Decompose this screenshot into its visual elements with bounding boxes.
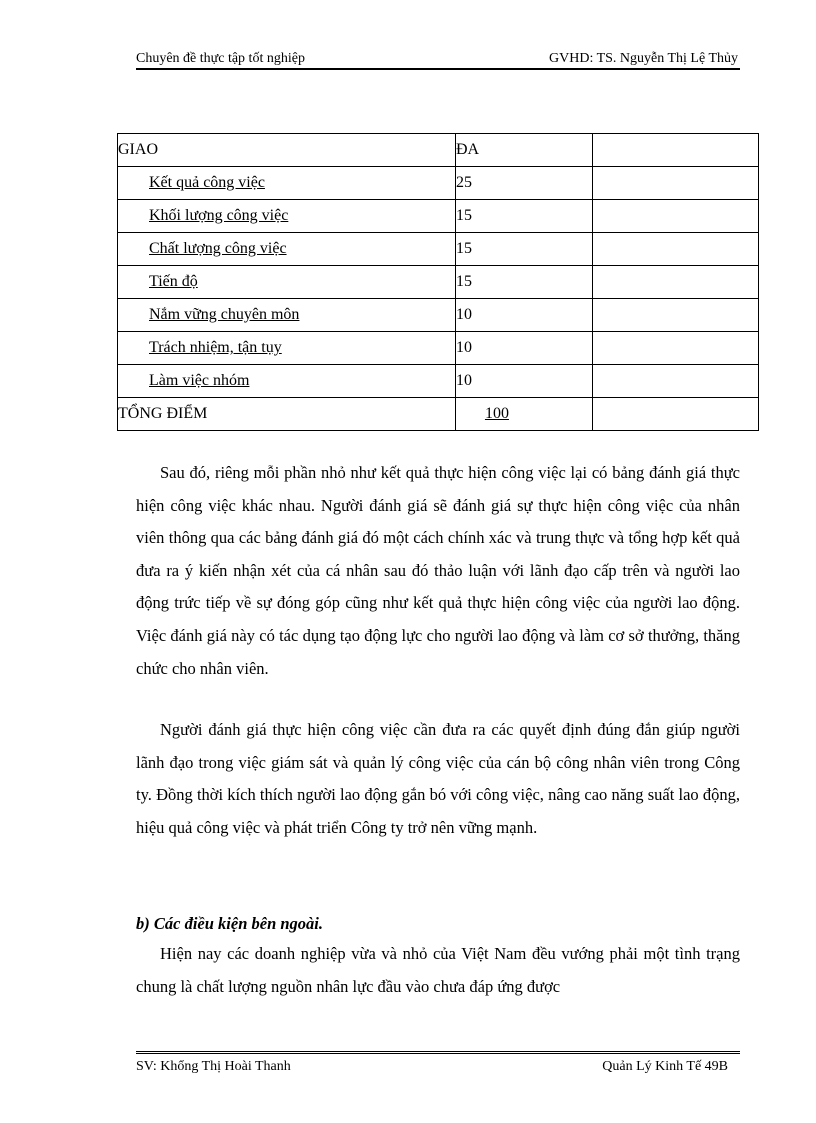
criterion-score: 10: [455, 299, 592, 332]
empty-cell: [592, 233, 758, 266]
criterion-score: 10: [455, 365, 592, 398]
empty-cell: [592, 167, 758, 200]
criterion-label: Tiến độ: [149, 273, 198, 290]
criterion-label: Làm việc nhóm: [149, 372, 250, 389]
empty-cell: [592, 299, 758, 332]
total-label: TỔNG ĐIỂM: [118, 398, 456, 431]
table-row: [118, 200, 759, 233]
page-footer: [136, 1051, 740, 1080]
criterion-score: 15: [455, 266, 592, 299]
criterion-label: Trách nhiệm, tận tụy: [149, 339, 282, 356]
table-header-col3: [592, 134, 758, 167]
footer-class: Quản Lý Kinh Tế 49B: [602, 1059, 728, 1074]
criterion-score: 15: [455, 200, 592, 233]
paragraph-external-conditions: Hiện nay các doanh nghiệp vừa và nhỏ của Việt Nam đều vướng phải một tình trạng chung là chất lượng nguồn nhân lực đầu vào chưa đáp ứng được: [136, 944, 740, 996]
table-header-col1: GIAO: [118, 134, 456, 167]
paragraph-evaluator-role: Người đánh giá thực hiện công việc cần đưa ra các quyết định đúng đắn giúp người lãnh đạo trong việc giám sát và quản lý công việc của cán bộ công nhân viên trong Công ty. Đồng thời kích thích người lao động gắn bó với công việc, nâng cao năng suất lao động, hiệu quả công việc và phát triển Công ty trở nên vững mạnh.: [136, 720, 740, 837]
empty-cell: [592, 332, 758, 365]
criterion-label: Kết quả công việc: [149, 174, 265, 191]
empty-cell: [592, 200, 758, 233]
table-row: [118, 266, 759, 299]
table-row: [118, 365, 759, 398]
empty-cell: [592, 266, 758, 299]
table-total-row: [118, 398, 759, 431]
empty-cell: [592, 398, 758, 431]
table-header-row: [118, 134, 759, 167]
criterion-score: 15: [455, 233, 592, 266]
paragraph-evaluation-process: Sau đó, riêng mỗi phần nhỏ như kết quả thực hiện công việc lại có bảng đánh giá thực hiện công việc khác nhau. Người đánh giá sẽ đánh giá sự thực hiện công việc của nhân viên thông qua các bảng đánh giá đó một cách chính xác và trung thực và tổng hợp kết quả đưa ra ý kiến nhận xét của cá nhân sau đó thảo luận với lãnh đạo cấp trên và người lao động trức tiếp về sự đóng góp cũng như kết quả thực hiện công việc của người lao động. Việc đánh giá này có tác dụng tạo động lực cho người lao động và làm cơ sở thưởng, thăng chức cho nhân viên.: [136, 463, 740, 678]
header-supervisor: GVHD: TS. Nguyễn Thị Lệ Thủy: [549, 51, 738, 66]
total-score: 100: [484, 405, 509, 422]
criterion-score: 10: [455, 332, 592, 365]
section-subheading: b) Các điều kiện bên ngoài.: [136, 914, 324, 933]
table-header-col2: ĐA: [455, 134, 592, 167]
evaluation-score-table: [117, 133, 759, 431]
header-thesis-title: Chuyên đề thực tập tốt nghiệp: [136, 51, 305, 66]
table-row: [118, 167, 759, 200]
table-row: [118, 299, 759, 332]
table-row: [118, 332, 759, 365]
empty-cell: [592, 365, 758, 398]
page-header: [136, 50, 740, 70]
criterion-label: Chất lượng công việc: [149, 240, 287, 257]
criterion-label: Khối lượng công việc: [149, 207, 289, 224]
criterion-label: Nắm vững chuyên môn: [149, 306, 300, 323]
criterion-score: 25: [455, 167, 592, 200]
table-row: [118, 233, 759, 266]
footer-student-name: SV: Khổng Thị Hoài Thanh: [136, 1059, 291, 1074]
